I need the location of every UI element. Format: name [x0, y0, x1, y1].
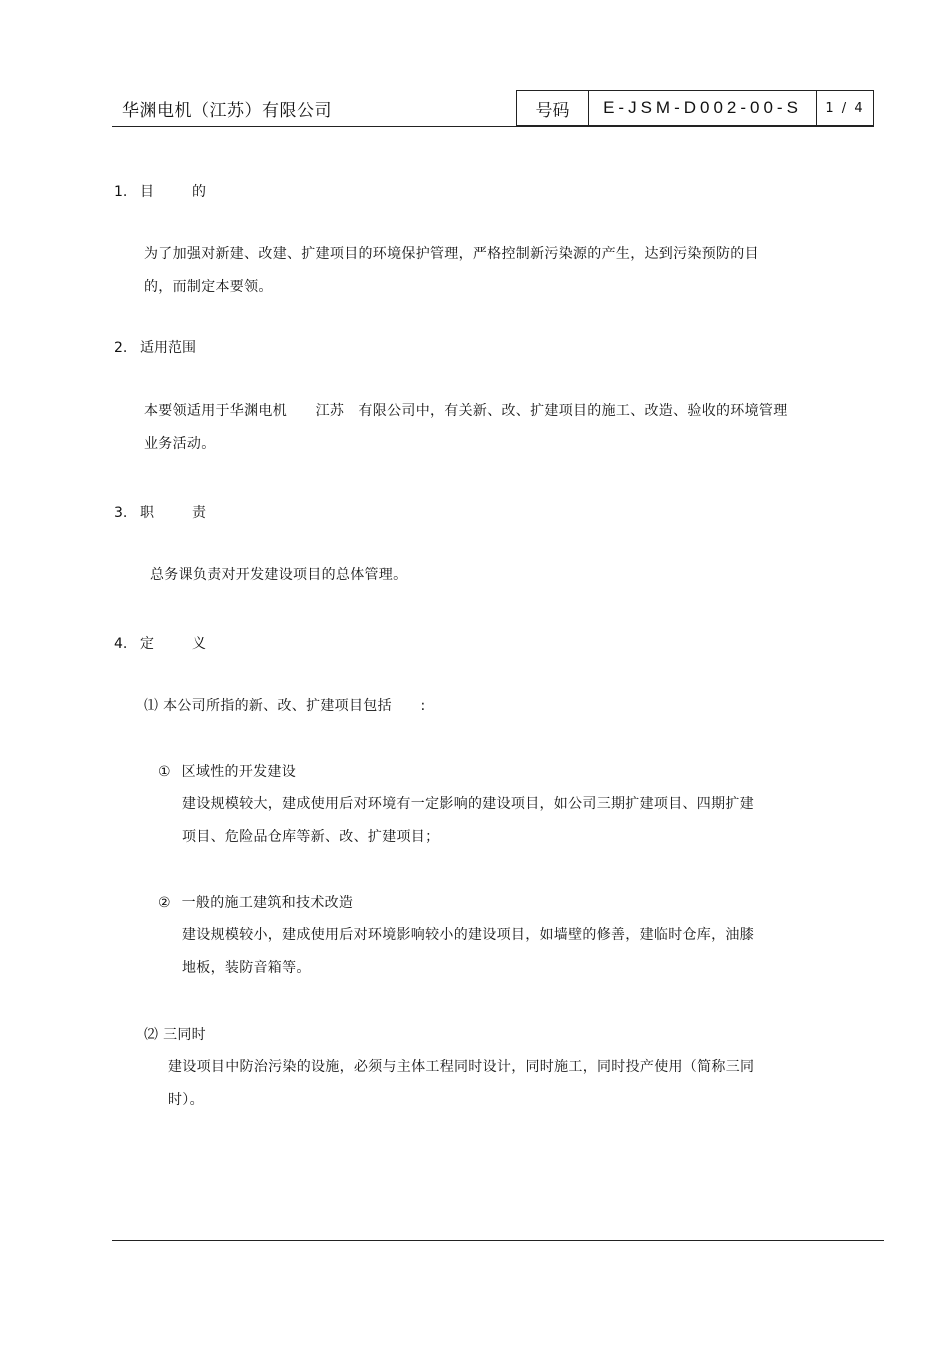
body-line: 项目、危险品仓库等新、改、扩建项目；	[182, 829, 440, 845]
section-number: 4.	[114, 636, 128, 652]
body-line: 为了加强对新建、改建、扩建项目的环境保护管理，严格控制新污染源的产生，达到污染预防的目	[144, 246, 759, 262]
subitem-1-body	[182, 788, 754, 854]
section-3-body	[150, 559, 407, 592]
section-1-body	[144, 238, 759, 304]
section-number: 2.	[114, 340, 128, 356]
code-label: 号码	[517, 91, 589, 125]
company-name: 华渊电机（江苏）有限公司	[122, 101, 332, 121]
item-marker: ⑵	[144, 1027, 159, 1043]
body-line: 建设规模较大，建成使用后对环境有一定影响的建设项目，如公司三期扩建项目、四期扩建	[182, 796, 754, 812]
section-number: 3.	[114, 505, 128, 521]
footer-divider	[112, 1240, 884, 1241]
subitem-2-body	[182, 919, 754, 985]
section-number: 1.	[114, 184, 128, 200]
page-number: 1 / 4	[825, 100, 865, 116]
body-line: 的，而制定本要领。	[144, 279, 273, 295]
section-title: 定义	[140, 636, 244, 652]
subitem-marker: ①	[158, 764, 171, 780]
section-4-heading	[114, 633, 244, 653]
body-line: 本要领适用于华渊电机 江苏 有限公司中，有关新、改、扩建项目的施工、改造、验收的环境管理	[144, 403, 788, 419]
subitem-marker: ②	[158, 895, 171, 911]
subitem-2-heading	[158, 887, 353, 920]
definition-item-2	[144, 1019, 206, 1052]
item-text: 本公司所指的新、改、扩建项目包括 :	[163, 698, 426, 714]
definition-item-2-body	[168, 1051, 754, 1117]
header-divider	[112, 126, 874, 127]
body-line: 时）。	[168, 1092, 204, 1108]
body-line: 建设规模较小，建成使用后对环境影响较小的建设项目，如墙壁的修善，建临时仓库，油膝	[182, 927, 754, 943]
body-line: 总务课负责对开发建设项目的总体管理。	[150, 567, 408, 583]
subitem-title: 一般的施工建筑和技术改造	[181, 895, 354, 911]
section-3-heading	[114, 502, 244, 522]
section-2-body	[144, 395, 788, 461]
section-1-heading	[114, 181, 244, 201]
body-line: 业务活动。	[144, 436, 216, 452]
item-marker: ⑴	[144, 698, 159, 714]
item-text: 三同时	[163, 1027, 206, 1043]
body-line: 地板，装防音箱等。	[182, 960, 311, 976]
section-2-heading	[114, 337, 196, 357]
document-code-table	[516, 90, 874, 126]
definition-item-1	[144, 690, 426, 723]
subitem-title: 区域性的开发建设	[181, 764, 297, 780]
section-title: 职责	[140, 505, 244, 521]
body-line: 建设项目中防治污染的设施，必须与主体工程同时设计，同时施工，同时投产使用（简称三同	[168, 1059, 755, 1075]
section-title: 适用范围	[140, 340, 196, 356]
document-code: E-JSM-D002-00-S	[589, 91, 817, 125]
section-title: 目的	[140, 184, 244, 200]
subitem-1-heading	[158, 756, 296, 789]
